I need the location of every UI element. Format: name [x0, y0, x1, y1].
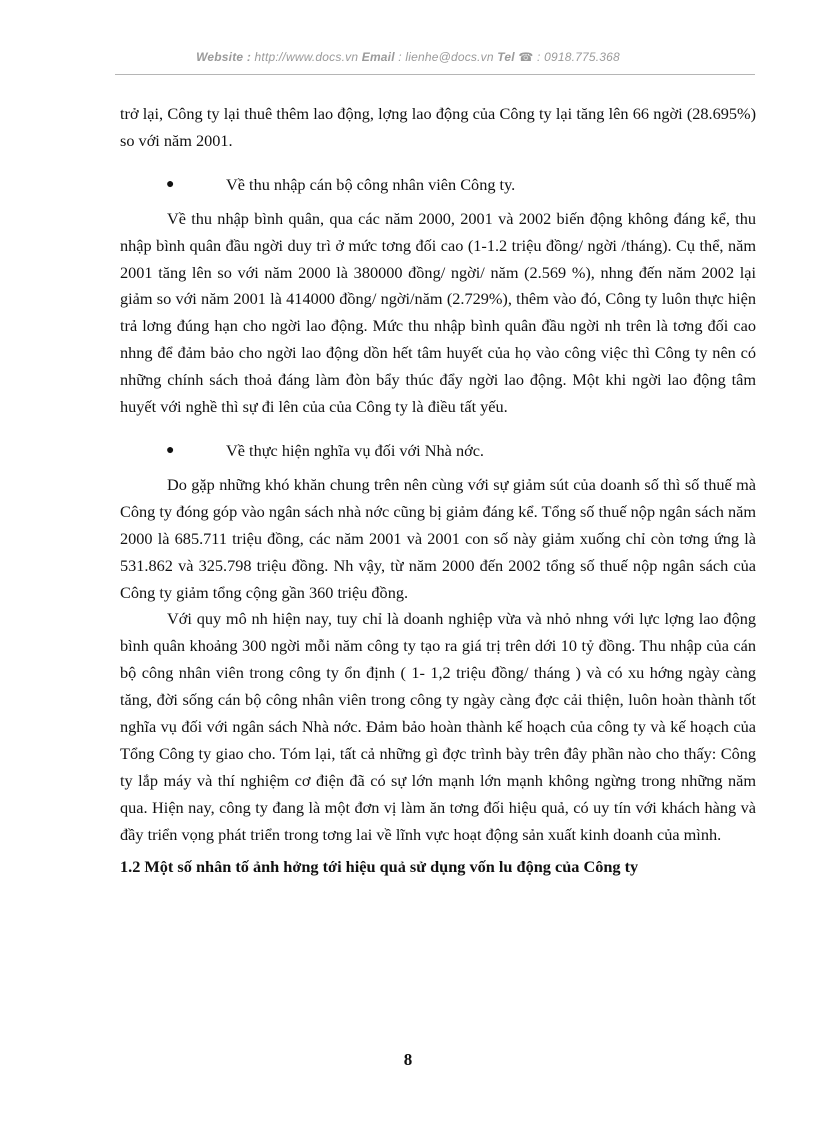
paragraph-income: Về thu nhập bình quân, qua các năm 2000, 2001 và 2002 biến động không đáng kể, thu nhập bình quân đầu ngời duy trì ở mức tơng đối cao (1-1.2 triệu đồng/ ngời /tháng). Cụ thể, năm 2001 tăng lên so với năm 2000 là 380000 đồng/ ngời/ năm (2.569 %), nhng đến năm 2002 lại giảm so với năm 2001 là 414000 đồng/ ngời/năm (2.729%), thêm vào đó, Công ty luôn thực hiện trả lơng đúng hạn cho ngời lao động. Mức thu nhập bình quân đầu ngời nh trên là tơng đối cao nhng để đảm bảo cho ngời lao động dồn hết tâm huyết của họ vào công việc thì Công ty nên có những chính sách thoả đáng làm đòn bẩy thúc đẩy ngời lao động. Một khi ngời lao động tâm huyết với nghề thì sự đi lên của của Công ty là điều tất yếu. — [120, 208, 756, 417]
paragraph-continuation: trở lại, Công ty lại thuê thêm lao động, lợng lao động của Công ty lại tăng lên 66 ngời (28.695%) so với năm 2001. — [120, 104, 756, 150]
page-header — [0, 50, 816, 64]
bullet-income-text: Về thu nhập cán bộ công nhân viên Công ty. — [226, 174, 516, 194]
bullet-obligation — [120, 438, 756, 465]
website-label: Website : — [196, 50, 252, 64]
bullet-income — [120, 172, 756, 199]
paragraph-summary: Với quy mô nh hiện nay, tuy chỉ là doanh nghiệp vừa và nhỏ nhng với lực lợng lao động bình quân khoảng 300 ngời mỗi năm công ty tạo ra giá trị trên dới 10 tỷ đồng. Thu nhập của cán bộ công nhân viên trong công ty ổn định ( 1- 1,2 triệu đồng/ tháng ) và có xu hớng ngày càng tăng, đời sống cán bộ công nhân viên trong công ty ngày càng đợc cải thiện, luôn hoàn thành tốt nghĩa vụ đối với ngân sách Nhà nớc. Đảm bảo hoàn thành kế hoạch của công ty và kế hoạch của Tổng Công ty giao cho. Tóm lại, tất cả những gì đợc trình bày trên đây phần nào cho thấy: Công ty lắp máy và thí nghiệm cơ điện đã có sự lớn mạnh lớn mạnh không ngừng trong những năm qua. Hiện nay, công ty đang là một đơn vị làm ăn tơng đối hiệu quả, có uy tín với khách hàng và đầy triển vọng phát triển trong tơng lai về lĩnh vực hoạt động sản xuất kinh doanh của mình. — [120, 609, 756, 844]
document-body — [120, 101, 756, 880]
tel-value: : 0918.775.368 — [533, 50, 620, 64]
phone-icon: ☎ — [518, 50, 534, 64]
bullet-icon: ● — [166, 176, 175, 192]
email-label: Email — [361, 50, 395, 64]
page-number: 8 — [403, 1050, 413, 1069]
header-divider — [115, 74, 755, 75]
website-value: http://www.docs.vn — [251, 50, 362, 64]
tel-label: Tel — [497, 50, 515, 64]
section-heading: 1.2 Một số nhân tố ảnh hởng tới hiệu quả sử dụng vốn lu động của Công ty — [120, 856, 639, 876]
bullet-obligation-text: Về thực hiện nghĩa vụ đối với Nhà nớc. — [226, 440, 484, 460]
email-value: : lienhe@docs.vn — [394, 50, 498, 64]
paragraph-tax: Do gặp những khó khăn chung trên nên cùng với sự giảm sút của doanh số thì số thuế mà Công ty đóng góp vào ngân sách nhà nớc cũng bị giảm đáng kể. Tổng số thuế nộp ngân sách năm 2000 là 685.711 triệu đồng, các năm 2001 và 2001 con số này giảm xuống chỉ còn tơng ứng là 531.862 và 325.798 triệu đồng. Nh vậy, từ năm 2000 đến 2002 tổng số thuế nộp ngân sách của Công ty giảm tổng cộng gần 360 triệu đồng. — [120, 474, 756, 602]
bullet-icon: ● — [166, 442, 175, 458]
